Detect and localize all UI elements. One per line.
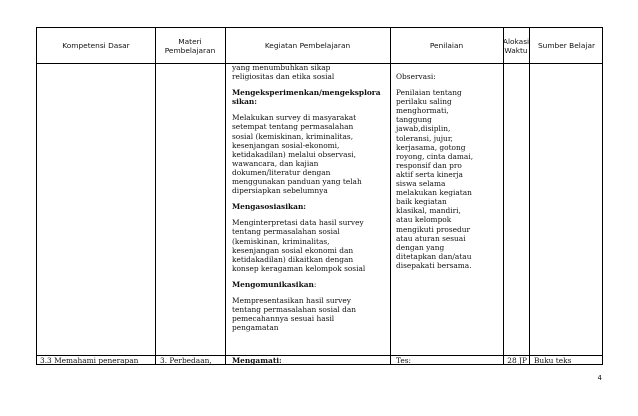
column-divider xyxy=(225,28,226,364)
header-kegiatan-pembelajaran: Kegiatan Pembelajaran xyxy=(264,41,351,50)
next-row-penilaian: Tes: xyxy=(396,356,412,365)
penilaian-cell: Observasi: Penilaian tentang perilaku saling menghormati, tanggung jawab,disiplin, toleransi, jujur, kerjasama, gotong royong, cinta damai, responsif dan pro aktif serta kinerja siswa selama melakukan kegiatan baik kegiatan klasikal, mandiri, atau kelompok mengikuti prosedur atau aturan sesuai dengan yang ditetapkan dan/atau disepakati bersama. xyxy=(396,72,474,270)
header-penilaian: Penilaian xyxy=(429,41,464,50)
header-alokasi-waktu: Alokasi Waktu xyxy=(502,36,530,55)
column-divider xyxy=(529,28,530,364)
kegiatan-pembelajaran-cell: yang menumbuhkan sikap religiositas dan etika sosial Mengeksperimenkan/mengeksplora sikan: Melakukan survey di masyarakat setempat tentang permasalahan sosial (kemiskinan, kriminalitas, kesenjangan sosial-ekonomi, ketidakadilan) melalui observasi, wawancara, dan kajian dokumen/literatur dengan menggunakan panduan yang telah dipersiapkan sebelumnya Mengasosiasikan: Menginterpretasi data hasil survey tentang permasalahan sosial (kemiskinan, kriminalitas, kesenjangan sosial ekonomi dan ketidakadilan) dikaitkan dengan konsep keragaman kelompok sosial Mengomunikasikan: Mempresentasikan hasil survey tentang permasalahan sosial dan pemecahannya sesuai hasil pengamatan xyxy=(232,63,381,333)
next-row-alokasi: 28 JP xyxy=(507,356,527,365)
page-number: 4 xyxy=(597,374,602,382)
header-materi-pembelajaran: Materi Pembelajaran xyxy=(164,36,216,55)
column-divider xyxy=(155,28,156,364)
column-divider xyxy=(390,28,391,364)
next-row-kompetensi: 3.3 Memahami penerapan xyxy=(40,356,139,365)
next-row-kegiatan: Mengamati: xyxy=(232,356,282,365)
header-sumber-belajar: Sumber Belajar xyxy=(537,41,596,50)
next-row-materi: 3. Perbedaan, xyxy=(160,356,212,365)
column-divider xyxy=(503,28,504,364)
next-row-sumber: Buku teks xyxy=(534,356,572,365)
curriculum-table xyxy=(36,27,603,365)
header-kompetensi-dasar: Kompetensi Dasar xyxy=(62,41,130,50)
